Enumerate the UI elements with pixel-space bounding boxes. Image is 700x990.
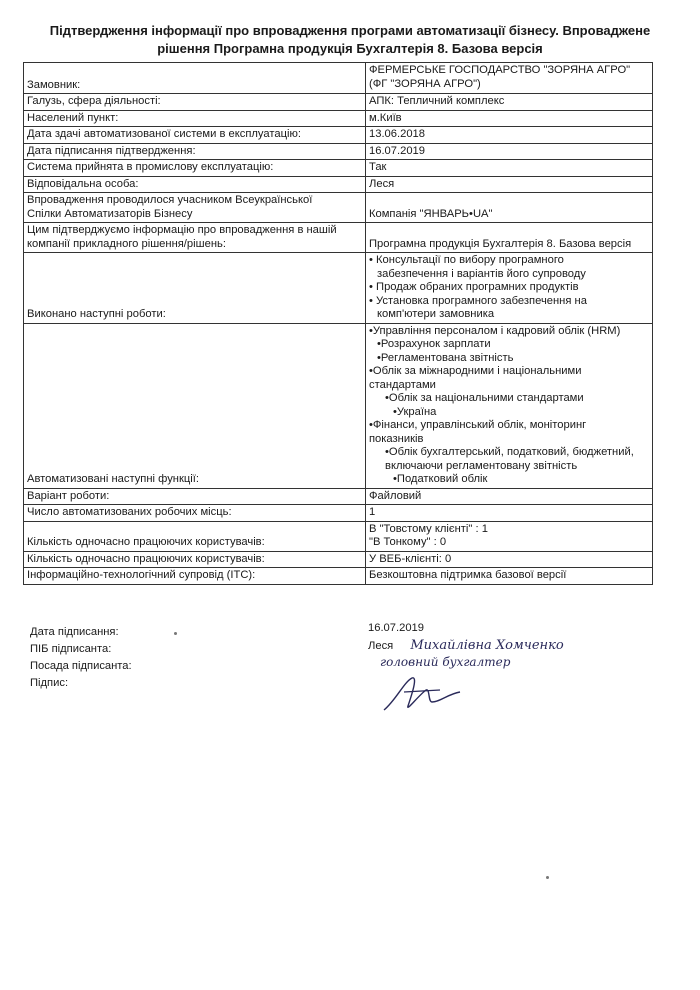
city-value: м.Київ bbox=[366, 110, 653, 127]
confirm-label-line-2: компанії прикладного рішення/рішень: bbox=[27, 237, 226, 250]
list-item: •Розрахунок зарплати bbox=[377, 338, 491, 350]
document-title bbox=[20, 22, 680, 58]
works-label: Виконано наступні роботи: bbox=[24, 253, 366, 324]
customer-value-line-2: (ФГ "ЗОРЯНА АГРО") bbox=[369, 77, 481, 90]
table-row bbox=[24, 160, 653, 177]
users-thick-value bbox=[366, 521, 653, 551]
confirm-label-line-1: Цим підтверджуємо інформацію про впровадження в нашій bbox=[27, 224, 337, 236]
list-item: •Україна bbox=[393, 405, 437, 418]
table-row bbox=[24, 253, 653, 324]
signed-date: 16.07.2019 bbox=[368, 622, 424, 634]
variant-value: Файловий bbox=[366, 488, 653, 505]
table-row bbox=[24, 193, 653, 223]
delivery-date-value: 13.06.2018 bbox=[366, 127, 653, 144]
list-item: стандартами bbox=[369, 378, 436, 391]
sign-date-value: 16.07.2019 bbox=[366, 143, 653, 160]
list-item: •Управління персоналом і кадровий облік (HRM) bbox=[369, 324, 621, 337]
scan-speck bbox=[546, 876, 549, 879]
signer-name-handwritten: Михайлівна Хомченко bbox=[410, 638, 564, 653]
responsible-label: Відповідальна особа: bbox=[24, 176, 366, 193]
signature-labels bbox=[30, 624, 132, 692]
list-item: показників bbox=[369, 432, 424, 445]
signer-first-name: Леся bbox=[368, 640, 394, 652]
confirm-value: Програмна продукція Бухгалтерія 8. Базова версія bbox=[366, 223, 653, 253]
customer-value-line-1: ФЕРМЕРСЬКЕ ГОСПОДАРСТВО "ЗОРЯНА АГРО" bbox=[369, 64, 631, 76]
sign-date-label: Дата підписання підтвердження: bbox=[24, 143, 366, 160]
variant-label: Варіант роботи: bbox=[24, 488, 366, 505]
implementer-label-line-2: Спілки Автоматизаторів Бізнесу bbox=[27, 207, 193, 220]
accepted-value: Так bbox=[366, 160, 653, 177]
signer-position-caption: Посада підписанта: bbox=[30, 660, 132, 672]
table-row bbox=[24, 488, 653, 505]
table-row bbox=[24, 568, 653, 585]
list-item: •Фінанси, управлінський облік, моніторинг bbox=[369, 419, 587, 431]
functions-label: Автоматизовані наступні функції: bbox=[24, 323, 366, 488]
list-item: • Продаж обраних програмних продуктів bbox=[369, 281, 579, 293]
workplaces-label: Число автоматизованих робочих місць: bbox=[24, 505, 366, 522]
table-row bbox=[24, 323, 653, 488]
users-web-label: Кількість одночасно працюючих користувачів: bbox=[24, 551, 366, 568]
customer-value bbox=[366, 63, 653, 94]
users-web-value: У ВЕБ-клієнті: 0 bbox=[366, 551, 653, 568]
table-row bbox=[24, 505, 653, 522]
table-row bbox=[24, 176, 653, 193]
sign-date-caption: Дата підписання: bbox=[30, 626, 119, 638]
users-thick-line-1: В "Товстому клієнті" : 1 bbox=[369, 522, 488, 535]
scan-speck bbox=[174, 632, 177, 635]
signature-caption: Підпис: bbox=[30, 677, 69, 689]
city-label: Населений пункт: bbox=[24, 110, 366, 127]
implementer-value: Компанія "ЯНВАРЬ•UA" bbox=[366, 193, 653, 223]
signature-values bbox=[368, 620, 658, 671]
list-item: •Облік за міжнародними і національними bbox=[369, 365, 582, 377]
list-item: включаючи регламентовану звітність bbox=[385, 459, 578, 472]
signer-name-caption: ПІБ підписанта: bbox=[30, 643, 112, 655]
handwritten-signature bbox=[378, 672, 498, 720]
title-line-1: Підтвердження інформації про впровадження програми автоматизації бізнесу. Впроваджене bbox=[49, 23, 651, 38]
list-item: комп'ютери замовника bbox=[377, 308, 495, 320]
table-row bbox=[24, 94, 653, 111]
table-row bbox=[24, 63, 653, 94]
list-item: • Консультації по вибору програмного bbox=[369, 254, 564, 266]
signer-position-handwritten: головний бухгалтер bbox=[380, 655, 511, 669]
list-item: забезпечення і варіантів його супроводу bbox=[377, 267, 586, 280]
confirm-label bbox=[24, 223, 366, 253]
signer-position bbox=[368, 654, 658, 671]
responsible-value: Леся bbox=[366, 176, 653, 193]
table-row bbox=[24, 223, 653, 253]
its-label: Інформаційно-технологічний супровід (ІТС): bbox=[24, 568, 366, 585]
list-item: • Установка програмного забезпечення на bbox=[369, 294, 587, 307]
customer-label: Замовник: bbox=[24, 63, 366, 94]
list-item: •Облік бухгалтерський, податковий, бюджетний, bbox=[385, 446, 634, 458]
table-row bbox=[24, 110, 653, 127]
implementer-label bbox=[24, 193, 366, 223]
functions-list bbox=[366, 323, 653, 488]
table-row bbox=[24, 143, 653, 160]
delivery-date-label: Дата здачі автоматизованої системи в експлуатацію: bbox=[24, 127, 366, 144]
works-list bbox=[366, 253, 653, 324]
workplaces-value: 1 bbox=[366, 505, 653, 522]
users-thick-label: Кількість одночасно працюючих користувачів: bbox=[24, 521, 366, 551]
signer-name bbox=[368, 637, 658, 654]
industry-label: Галузь, сфера діяльності: bbox=[24, 94, 366, 111]
list-item: •Облік за національними стандартами bbox=[385, 392, 584, 404]
users-thick-line-2: "В Тонкому" : 0 bbox=[369, 536, 447, 548]
list-item: •Податковий облік bbox=[393, 473, 488, 485]
list-item: •Регламентована звітність bbox=[377, 351, 514, 364]
implementer-label-line-1: Впровадження проводилося учасником Всеукраїнської bbox=[27, 194, 313, 206]
table-row bbox=[24, 551, 653, 568]
info-table bbox=[23, 62, 653, 585]
accepted-label: Система прийнята в промислову експлуатацію: bbox=[24, 160, 366, 177]
table-row bbox=[24, 521, 653, 551]
title-line-2: рішення Програмна продукція Бухгалтерія 8. Базова версія bbox=[157, 41, 543, 56]
its-value: Безкоштовна підтримка базової версії bbox=[366, 568, 653, 585]
table-row bbox=[24, 127, 653, 144]
industry-value: АПК: Тепличний комплекс bbox=[366, 94, 653, 111]
